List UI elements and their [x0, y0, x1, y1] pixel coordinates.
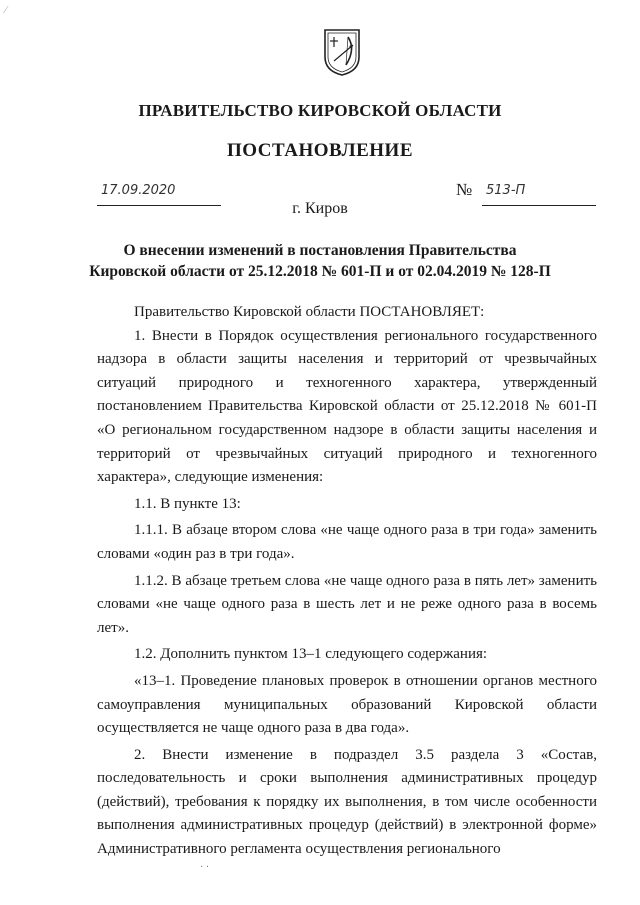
corner-mark: ⁄ [5, 5, 7, 16]
document-number: 513-П [482, 183, 596, 206]
subject-line-2: Кировской области от 25.12.2018 № 601-П и от 02.04.2019 № 128-П [89, 263, 551, 280]
document-city: г. Киров [292, 200, 348, 217]
number-sign: № [456, 180, 473, 199]
body-paragraph: «13–1. Проведение плановых проверок в отношении органов местного самоуправления муниципальных образований Кировской области осуществляется не чаще одного раза в два года». [97, 672, 597, 737]
subject-line-1: О внесении изменений в постановления Правительства [123, 242, 517, 259]
scan-specks: · · [200, 862, 210, 873]
body-paragraph: 1. Внести в Порядок осуществления регионального государственного надзора в области защиты населения и территорий от чрезвычайных ситуаций природного и техногенного характера, утвержденный постановлением Правительства Кировской области от 25.12.2018 № 601-П «О региональном государственном надзоре в области защиты населения и территорий от чрезвычайных ситуаций природного и техногенного характера», следующие изменения: [97, 327, 597, 486]
body-paragraph: 1.1. В пункте 13: [134, 495, 241, 512]
body-paragraph: 2. Внести изменение в подраздел 3.5 раздела 3 «Состав, последовательность и сроки выполнения административных процедур (действий), требования к порядку их выполнения, в том числе особенности выполнения административных процедур (действий) в электронной форме» Административного регламента осуществления регионального [97, 746, 597, 858]
coat-of-arms-icon [322, 27, 362, 77]
body-paragraph: 1.1.2. В абзаце третьем слова «не чаще одного раза в пять лет» заменить словами «не чаще одного раза в шесть лет и не реже одного раза в восемь лет». [97, 572, 597, 636]
body-paragraph: 1.2. Дополнить пунктом 13–1 следующего содержания: [134, 646, 488, 663]
body-paragraph: Правительство Кировской области ПОСТАНОВЛЯЕТ: [134, 304, 485, 320]
document-type: ПОСТАНОВЛЕНИЕ [226, 140, 414, 161]
government-name: ПРАВИТЕЛЬСТВО КИРОВСКОЙ ОБЛАСТИ [138, 101, 502, 120]
document-body [97, 301, 597, 862]
body-paragraph: 1.1.1. В абзаце втором слова «не чаще одного раза в три года» заменить словами «один раз в три года». [97, 522, 597, 562]
document-date: 17.09.2020 [97, 183, 221, 206]
document-subject [0, 240, 640, 282]
